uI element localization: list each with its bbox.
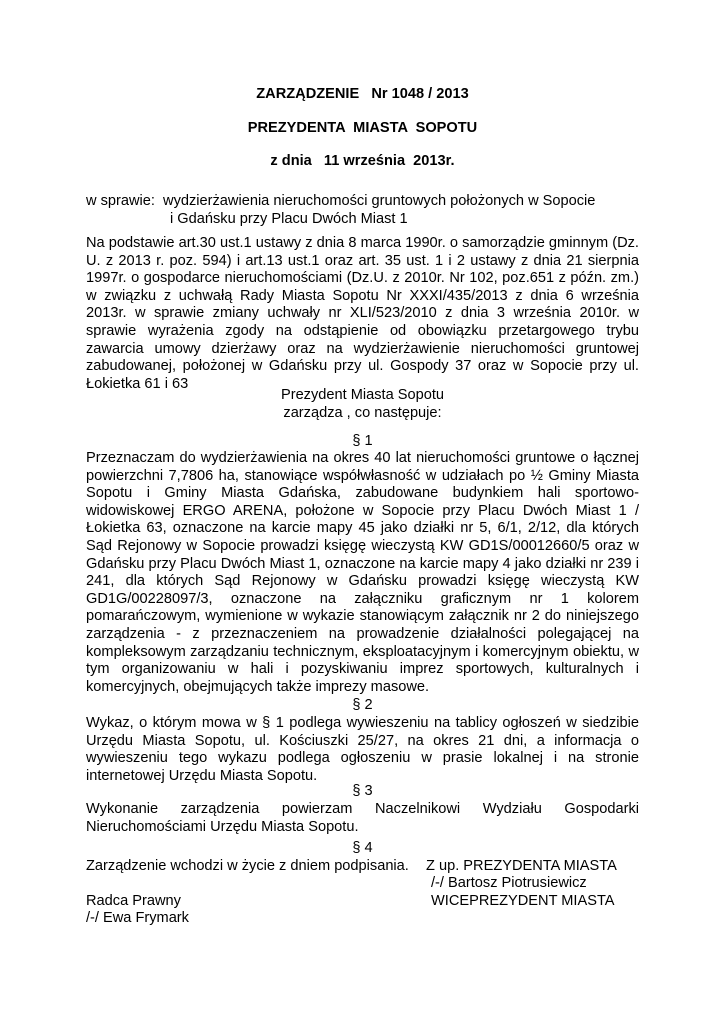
legal-basis-paragraph: Na podstawie art.30 ust.1 ustawy z dnia 8 marca 1990r. o samorządzie gminnym (Dz. U. z 2013 r. poz. 594) i art.13 ust.1 oraz art. 35 ust. 1 i 2 ustawy z dnia 21 sierpnia 1997r. o gospodarce nieruchomościami (Dz.U. z 2010r. Nr 102, poz.651 z późn. zm.) w związku z uchwałą Rady Miasta Sopotu Nr XXXI/435/2013 z dnia 6 września 2013r. w sprawie zmiany uchwały nr XLI/523/2010 z dnia 3 września 2010r. w sprawie wyrażenia zgody na odstąpienie od obowiązku przetargowego trybu zawarcia umowy dzierżawy oraz na wydzierżawienie nieruchomości gruntowej zabudowanej, położonej w Gdańsku przy ul. Gospody 37 oraz w Sopocie przy ul. Łokietka 61 i 63 [86, 235, 639, 392]
signer-name: /-/ Bartosz Piotrusiewicz [431, 875, 587, 891]
section-2-text: Wykaz, o którym mowa w § 1 podlega wywieszeniu na tablicy ogłoszeń w siedzibie Urzędu Miasta Sopotu, ul. Kościuszki 25/27, na okres 21 dni, a informacja o wywieszeniu tego wykazu podlega ogłoszeniu w prasie lokalnej i na stronie internetowej Urzędu Miasta Sopotu. [86, 715, 639, 784]
signer-title: WICEPREZYDENT MIASTA [431, 893, 615, 909]
section-2-heading: § 2 [352, 697, 373, 713]
subject-line-1: w sprawie: wydzierżawienia nieruchomości gruntowych położonych w Sopocie [86, 193, 596, 209]
section-1-text: Przeznaczam do wydzierżawienia na okres 40 lat nieruchomości gruntowe o łącznej powierzchni 7,7806 ha, stanowiące współwłasność w udziałach po ½ Gminy Miasta Sopotu i Gminy Miasta Gdańska, zabudowane budynkiem hali sportowo-widowiskowej ERGO ARENA, położone w Sopocie przy Placu Dwóch Miast 1 / Łokietka 63, oznaczone na karcie mapy 45 jako działki nr 5, 6/1, 2/12, dla których Sąd Rejonowy w Sopocie prowadzi księgę wieczystą KW GD1S/00012660/5 oraz w Gdańsku przy Placu Dwóch Miast 1, oznaczone na karcie mapy 4 jako działki nr 239 i 241, dla których Sąd Rejonowy w Gdańsku prowadzi księgę wieczystą KW GD1G/00228097/3, oznaczone na załączniku graficznym nr 1 kolorem pomarańczowym, wymienione w wykazie stanowiącym załącznik nr 2 do niniejszego zarządzenia - z przeznaczeniem na prowadzenie działalności polegającej na kompleksowym zarządzaniu technicznym, eksploatacyjnym i komercyjnym obiektu, w tym organizowaniu w hali i pozyskiwaniu imprez sportowych, kulturalnych i komercyjnych, obejmujących także imprezy masowe. [86, 450, 639, 695]
effective-date-text: Zarządzenie wchodzi w życie z dniem podpisania. [86, 858, 409, 874]
section-4-heading: § 4 [352, 840, 373, 856]
document-title: ZARZĄDZENIE Nr 1048 / 2013 [256, 86, 469, 102]
section-3-heading: § 3 [352, 783, 373, 799]
section-1-heading: § 1 [352, 433, 373, 449]
on-behalf-of-president: Z up. PREZYDENTA MIASTA [426, 858, 617, 874]
issuer-title: PREZYDENTA MIASTA SOPOTU [247, 120, 478, 136]
legal-counsel-name: /-/ Ewa Frymark [86, 910, 189, 926]
legal-counsel-title: Radca Prawny [86, 893, 181, 909]
subject-line-2: i Gdańsku przy Placu Dwóch Miast 1 [170, 210, 408, 227]
president-line: Prezydent Miasta Sopotu [280, 387, 445, 403]
document-date: z dnia 11 września 2013r. [270, 153, 455, 169]
section-3-text: Wykonanie zarządzenia powierzam Naczelnikowi Wydziału Gospodarki Nieruchomościami Urzędu Miasta Sopotu. [86, 801, 639, 835]
orders-line: zarządza , co następuje: [283, 405, 442, 421]
subject-block [86, 193, 646, 228]
